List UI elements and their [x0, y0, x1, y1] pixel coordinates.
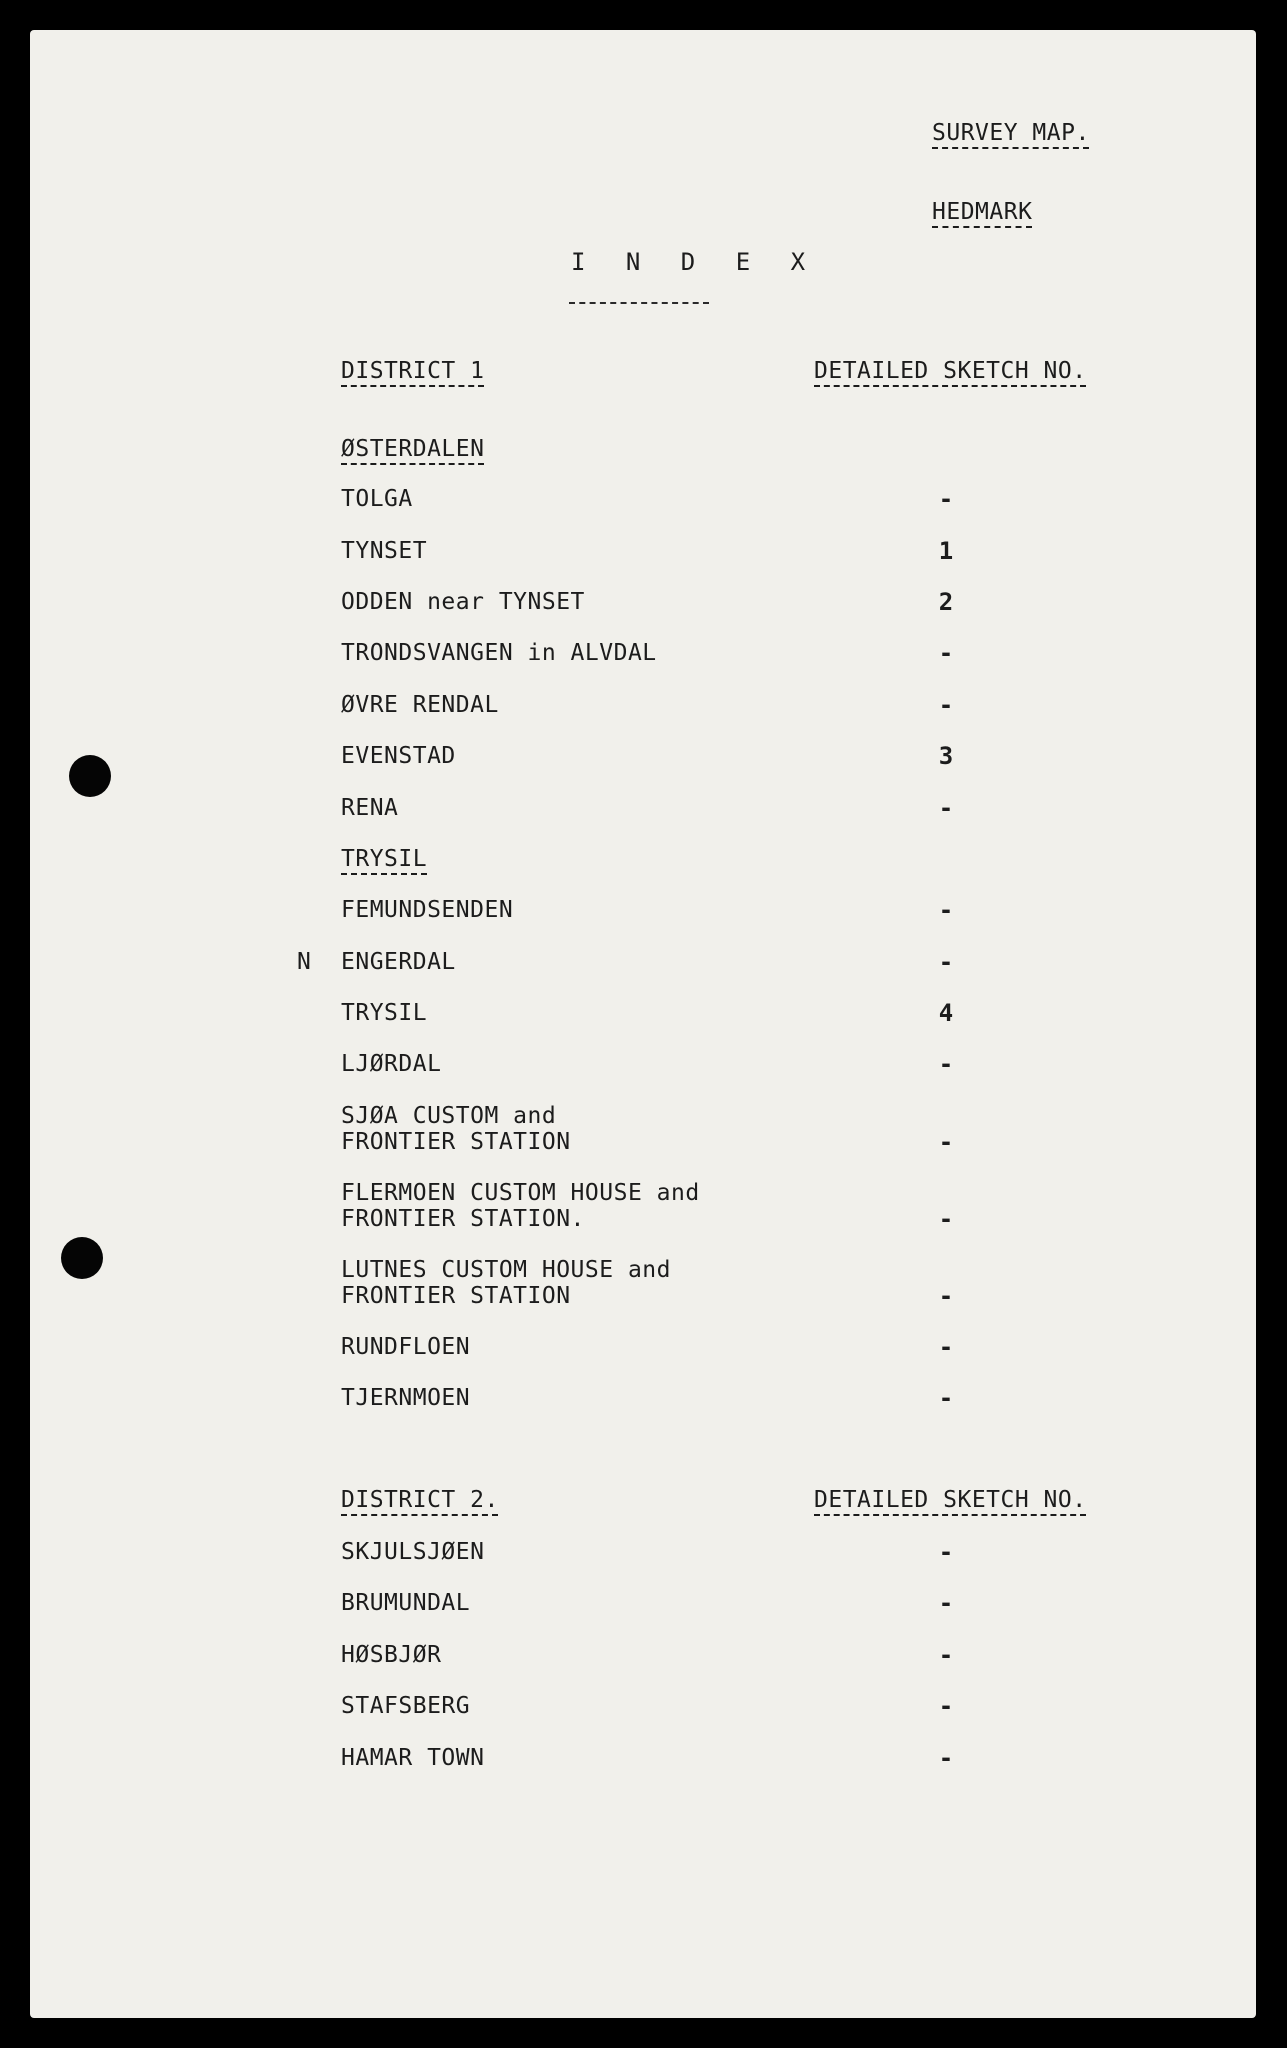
sketch-number: -: [938, 691, 954, 719]
sketch-number: -: [938, 1282, 954, 1310]
list-item-name: RENA: [341, 795, 399, 821]
list-item-name: HAMAR TOWN: [341, 1745, 485, 1771]
sketch-number: -: [938, 1384, 954, 1412]
list-item-name: LJØRDAL: [341, 1051, 442, 1077]
list-item-name: TJERNMOEN: [341, 1385, 471, 1411]
sketch-number: -: [938, 1641, 954, 1669]
district-1-column-heading: DETAILED SKETCH NO.: [814, 358, 1087, 384]
list-item-name: STAFSBERG: [341, 1693, 471, 1719]
list-item-name-line1: FLERMOEN CUSTOM HOUSE and: [341, 1180, 700, 1206]
list-item-name: ØVRE RENDAL: [341, 692, 499, 718]
punch-hole-top: [69, 755, 111, 797]
sketch-number: 3: [938, 742, 954, 770]
sketch-number: -: [938, 1128, 954, 1156]
district-2-heading: DISTRICT 2.: [341, 1487, 499, 1513]
sketch-number: -: [938, 896, 954, 924]
list-item-name-line1: SJØA CUSTOM and: [341, 1103, 557, 1129]
sketch-number: -: [938, 1333, 954, 1361]
sketch-number: -: [938, 948, 954, 976]
list-item-name-line2: FRONTIER STATION: [341, 1129, 571, 1155]
list-item-name: ENGERDAL: [341, 949, 456, 975]
list-item-name: TOLGA: [341, 486, 413, 512]
list-item-name-line1: LUTNES CUSTOM HOUSE and: [341, 1257, 671, 1283]
sketch-number: -: [938, 794, 954, 822]
list-item-name: RUNDFLOEN: [341, 1334, 471, 1360]
list-item-name: ODDEN near TYNSET: [341, 589, 585, 615]
list-item-name: BRUMUNDAL: [341, 1590, 471, 1616]
list-item-name: EVENSTAD: [341, 743, 456, 769]
sketch-number: -: [938, 1589, 954, 1617]
sketch-number: -: [938, 1538, 954, 1566]
index-underline: [569, 302, 709, 304]
sketch-number: 1: [938, 537, 954, 565]
subsection-trysil: TRYSIL: [341, 846, 428, 872]
sketch-number: -: [938, 1050, 954, 1078]
punch-hole-bottom: [61, 1237, 103, 1279]
margin-note: N: [297, 949, 312, 975]
list-item-name-line2: FRONTIER STATION.: [341, 1206, 585, 1232]
document-title: SURVEY MAP.: [932, 120, 1090, 146]
sketch-number: -: [938, 1692, 954, 1720]
document-page: [30, 30, 1256, 2018]
sketch-number: 2: [938, 588, 954, 616]
district-1-heading: DISTRICT 1: [341, 358, 485, 384]
sketch-number: -: [938, 1744, 954, 1772]
list-item-name: FEMUNDSENDEN: [341, 897, 514, 923]
index-heading: I N D E X: [571, 248, 819, 276]
region-name: HEDMARK: [932, 199, 1033, 225]
subsection-osterdalen: ØSTERDALEN: [341, 436, 485, 462]
sketch-number: -: [938, 485, 954, 513]
district-2-column-heading: DETAILED SKETCH NO.: [814, 1487, 1087, 1513]
sketch-number: -: [938, 639, 954, 667]
list-item-name: SKJULSJØEN: [341, 1539, 485, 1565]
list-item-name-line2: FRONTIER STATION: [341, 1283, 571, 1309]
list-item-name: HØSBJØR: [341, 1642, 442, 1668]
list-item-name: TYNSET: [341, 538, 428, 564]
sketch-number: 4: [938, 999, 954, 1027]
list-item-name: TRYSIL: [341, 1000, 428, 1026]
sketch-number: -: [938, 1205, 954, 1233]
list-item-name: TRONDSVANGEN in ALVDAL: [341, 640, 657, 666]
